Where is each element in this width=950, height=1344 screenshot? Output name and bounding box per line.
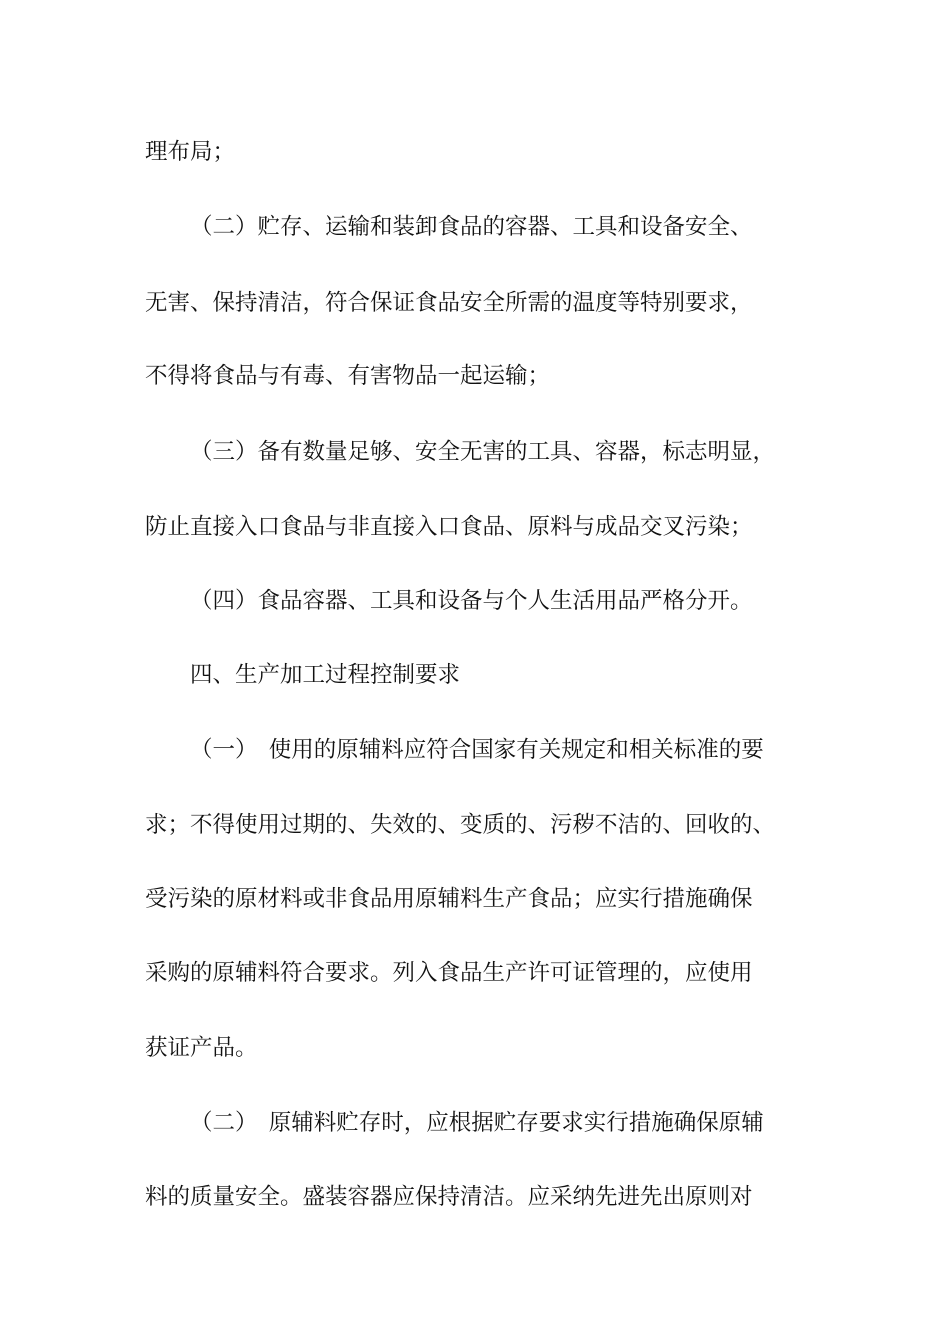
text-line: （二）贮存、运输和装卸食品的容器、工具和设备安全、 xyxy=(190,214,753,240)
text-line: （二） 原辅料贮存时，应根据贮存要求实行措施确保原辅 xyxy=(190,1110,764,1136)
text-line: 采购的原辅料符合要求。列入食品生产许可证管理的，应使用 xyxy=(145,960,753,986)
text-line: 防止直接入口食品与非直接入口食品、原料与成品交叉污染； xyxy=(145,514,753,540)
text-line: 理布局； xyxy=(145,139,236,165)
text-line: （三）备有数量足够、安全无害的工具、容器，标志明显， xyxy=(190,439,776,465)
text-line: 受污染的原材料或非食品用原辅料生产食品；应实行措施确保 xyxy=(145,886,753,912)
section-heading: 四、生产加工过程控制要求 xyxy=(190,662,461,688)
text-line: 无害、保持清洁，符合保证食品安全所需的温度等特别要求， xyxy=(145,290,753,316)
text-line: 获证产品。 xyxy=(145,1035,258,1061)
text-line: 求；不得使用过期的、失效的、变质的、污秽不洁的、回收的、 xyxy=(145,812,776,838)
text-line: （一） 使用的原辅料应符合国家有关规定和相关标准的要 xyxy=(190,737,764,763)
text-line: 不得将食品与有毒、有害物品一起运输； xyxy=(145,363,551,389)
text-line: （四）食品容器、工具和设备与个人生活用品严格分开。 xyxy=(190,588,753,614)
text-line: 料的质量安全。盛装容器应保持清洁。应采纳先进先出原则对 xyxy=(145,1184,753,1210)
